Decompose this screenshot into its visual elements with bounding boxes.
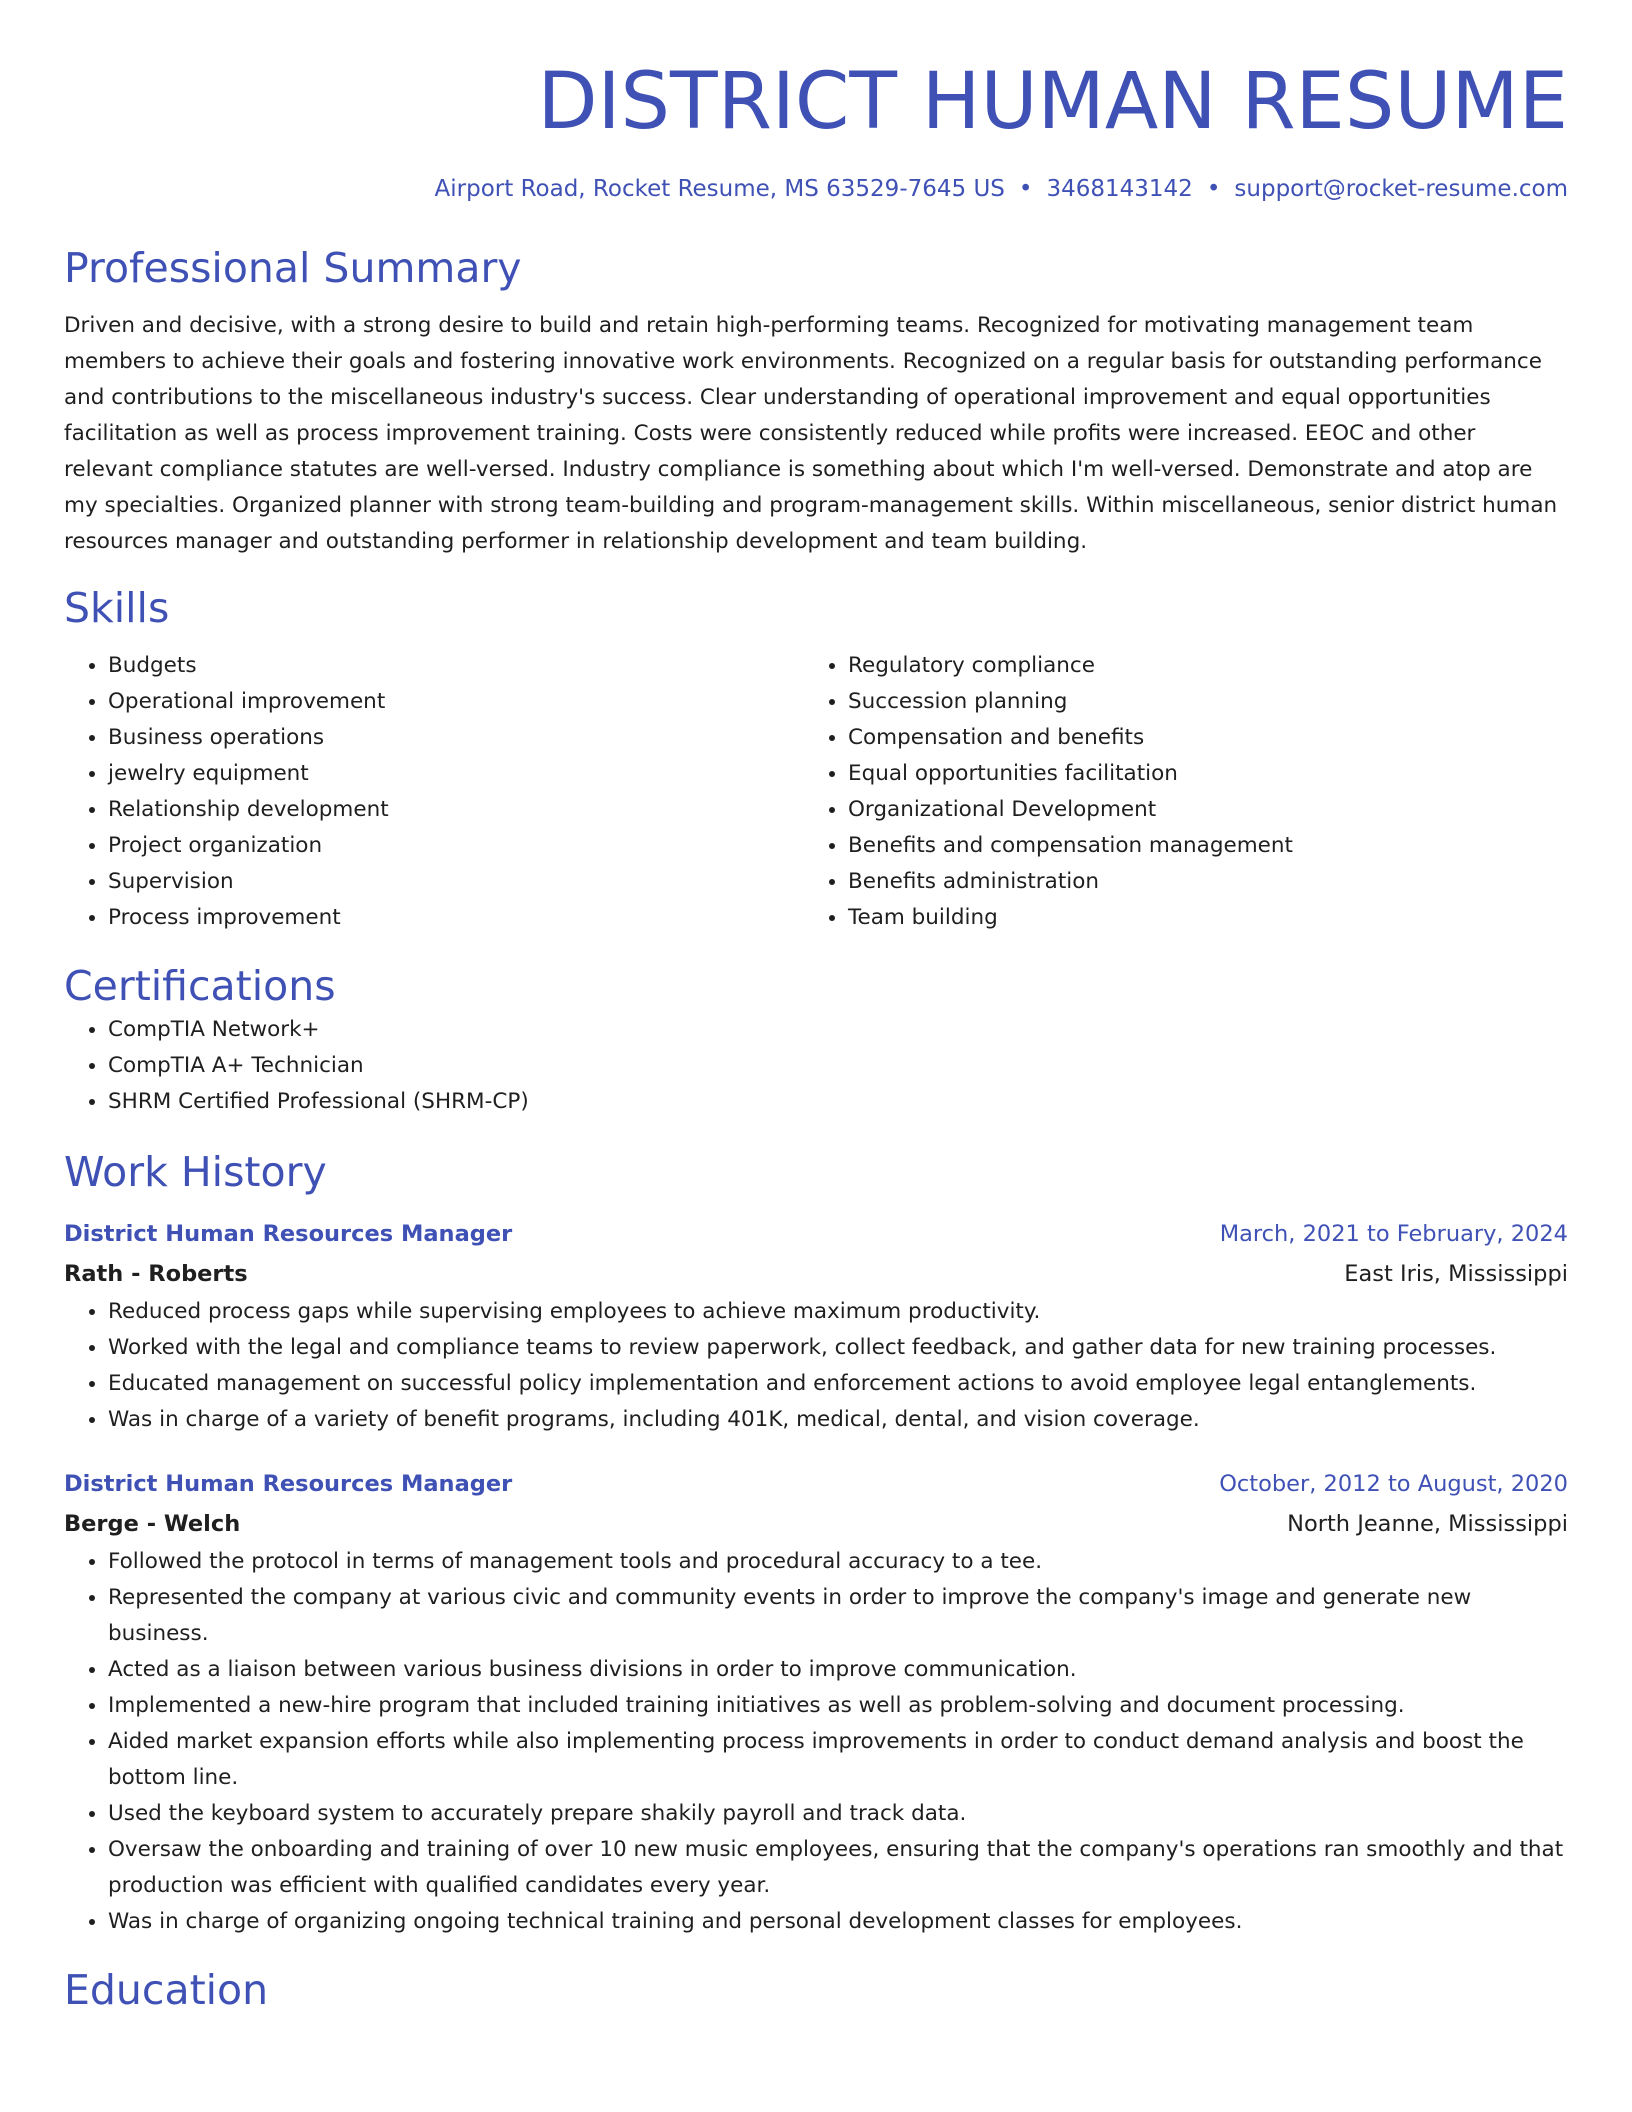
job-entry [64, 1214, 1568, 1438]
job-title: District Human Resources Manager [64, 1221, 513, 1247]
job-responsibilities [64, 1544, 1568, 1940]
skills-column-left [64, 648, 804, 936]
job-company-row [64, 1504, 1568, 1544]
job-bullet: • Was in charge of organizing ongoing technical training and personal development classes for employees. [108, 1904, 1568, 1940]
job-bullet: • Acted as a liaison between various business divisions in order to improve communication. [108, 1652, 1568, 1688]
certifications-heading: Certifications [64, 962, 336, 1010]
skill-item: • Compensation and benefits [848, 720, 1544, 756]
skill-item: • Organizational Development [848, 792, 1544, 828]
skill-item: • Benefits and compensation management [848, 828, 1544, 864]
skill-item: • jewelry equipment [108, 756, 804, 792]
job-location: East Iris, Mississippi [1344, 1261, 1568, 1287]
skill-item: • Team building [848, 900, 1544, 936]
skill-item: • Supervision [108, 864, 804, 900]
job-bullet: • Was in charge of a variety of benefit programs, including 401K, medical, dental, and vision coverage. [108, 1402, 1568, 1438]
skill-item: • Benefits administration [848, 864, 1544, 900]
certification-item: • CompTIA Network+ [108, 1012, 1568, 1048]
work-history-heading: Work History [64, 1148, 327, 1196]
contact-phone: 3468143142 [1046, 176, 1193, 202]
skills-list-left [64, 648, 804, 936]
summary-heading: Professional Summary [64, 244, 522, 292]
job-location: North Jeanne, Mississippi [1287, 1511, 1568, 1537]
education-heading: Education [64, 1966, 269, 2014]
job-entry [64, 1464, 1568, 1940]
contact-separator: • [1018, 176, 1033, 202]
job-bullet: • Worked with the legal and compliance teams to review paperwork, collect feedback, and gather data for new training processes. [108, 1330, 1568, 1366]
resume-header [64, 54, 1568, 204]
contact-separator: • [1206, 176, 1221, 202]
job-bullet: • Followed the protocol in terms of management tools and procedural accuracy to a tee. [108, 1544, 1568, 1580]
skill-item: • Operational improvement [108, 684, 804, 720]
job-dates: October, 2012 to August, 2020 [1219, 1471, 1568, 1497]
skill-item: • Equal opportunities facilitation [848, 756, 1544, 792]
job-bullet: • Reduced process gaps while supervising employees to achieve maximum productivity. [108, 1294, 1568, 1330]
job-company: Berge - Welch [64, 1511, 241, 1537]
job-company: Rath - Roberts [64, 1261, 248, 1287]
skills-column-right [804, 648, 1544, 936]
job-company-row [64, 1254, 1568, 1294]
job-bullet: • Educated management on successful policy implementation and enforcement actions to avoid employee legal entanglements. [108, 1366, 1568, 1402]
contact-address: Airport Road, Rocket Resume, MS 63529-7645 US [434, 176, 1005, 202]
job-bullet: • Aided market expansion efforts while also implementing process improvements in order to conduct demand analysis and boost the bottom line. [108, 1724, 1568, 1796]
skill-item: • Budgets [108, 648, 804, 684]
job-bullet: • Implemented a new-hire program that included training initiatives as well as problem-solving and document processing. [108, 1688, 1568, 1724]
job-dates: March, 2021 to February, 2024 [1219, 1221, 1568, 1247]
contact-email[interactable]: support@rocket-resume.com [1234, 176, 1568, 202]
skills-heading: Skills [64, 584, 170, 632]
skill-item: • Succession planning [848, 684, 1544, 720]
contact-line [64, 174, 1568, 204]
skill-item: • Business operations [108, 720, 804, 756]
certifications-list [64, 1012, 1568, 1120]
job-title: District Human Resources Manager [64, 1471, 513, 1497]
job-title-row [64, 1214, 1568, 1254]
candidate-name: DISTRICT HUMAN RESUME [537, 57, 1568, 147]
skill-item: • Project organization [108, 828, 804, 864]
skills-list-right [804, 648, 1544, 936]
certification-item: • CompTIA A+ Technician [108, 1048, 1568, 1084]
job-responsibilities [64, 1294, 1568, 1438]
skill-item: • Relationship development [108, 792, 804, 828]
skill-item: • Process improvement [108, 900, 804, 936]
summary-text: Driven and decisive, with a strong desire to build and retain high-performing teams. Recognized for motivating management team members to achieve their goals and fostering innovative work environments. Recognized on a regular basis for outstanding performance and contributions to the miscellaneous industry's success. Clear understanding of operational improvement and equal opportunities facilitation as well as process improvement training. Costs were consistently reduced while profits were increased. EEOC and other relevant compliance statutes are well-versed. Industry compliance is something about which I'm well-versed. Demonstrate and atop are my specialties. Organized planner with strong team-building and program-management skills. Within miscellaneous, senior district human resources manager and outstanding performer in relationship development and team building. [64, 313, 1558, 554]
certification-item: • SHRM Certified Professional (SHRM-CP) [108, 1084, 1568, 1120]
skills-grid [64, 648, 1568, 936]
job-bullet: • Oversaw the onboarding and training of over 10 new music employees, ensuring that the company's operations ran smoothly and that production was efficient with qualified candidates every year. [108, 1832, 1568, 1904]
job-bullet: • Represented the company at various civic and community events in order to improve the company's image and generate new business. [108, 1580, 1568, 1652]
job-title-row [64, 1464, 1568, 1504]
skill-item: • Regulatory compliance [848, 648, 1544, 684]
job-bullet: • Used the keyboard system to accurately prepare shakily payroll and track data. [108, 1796, 1568, 1832]
